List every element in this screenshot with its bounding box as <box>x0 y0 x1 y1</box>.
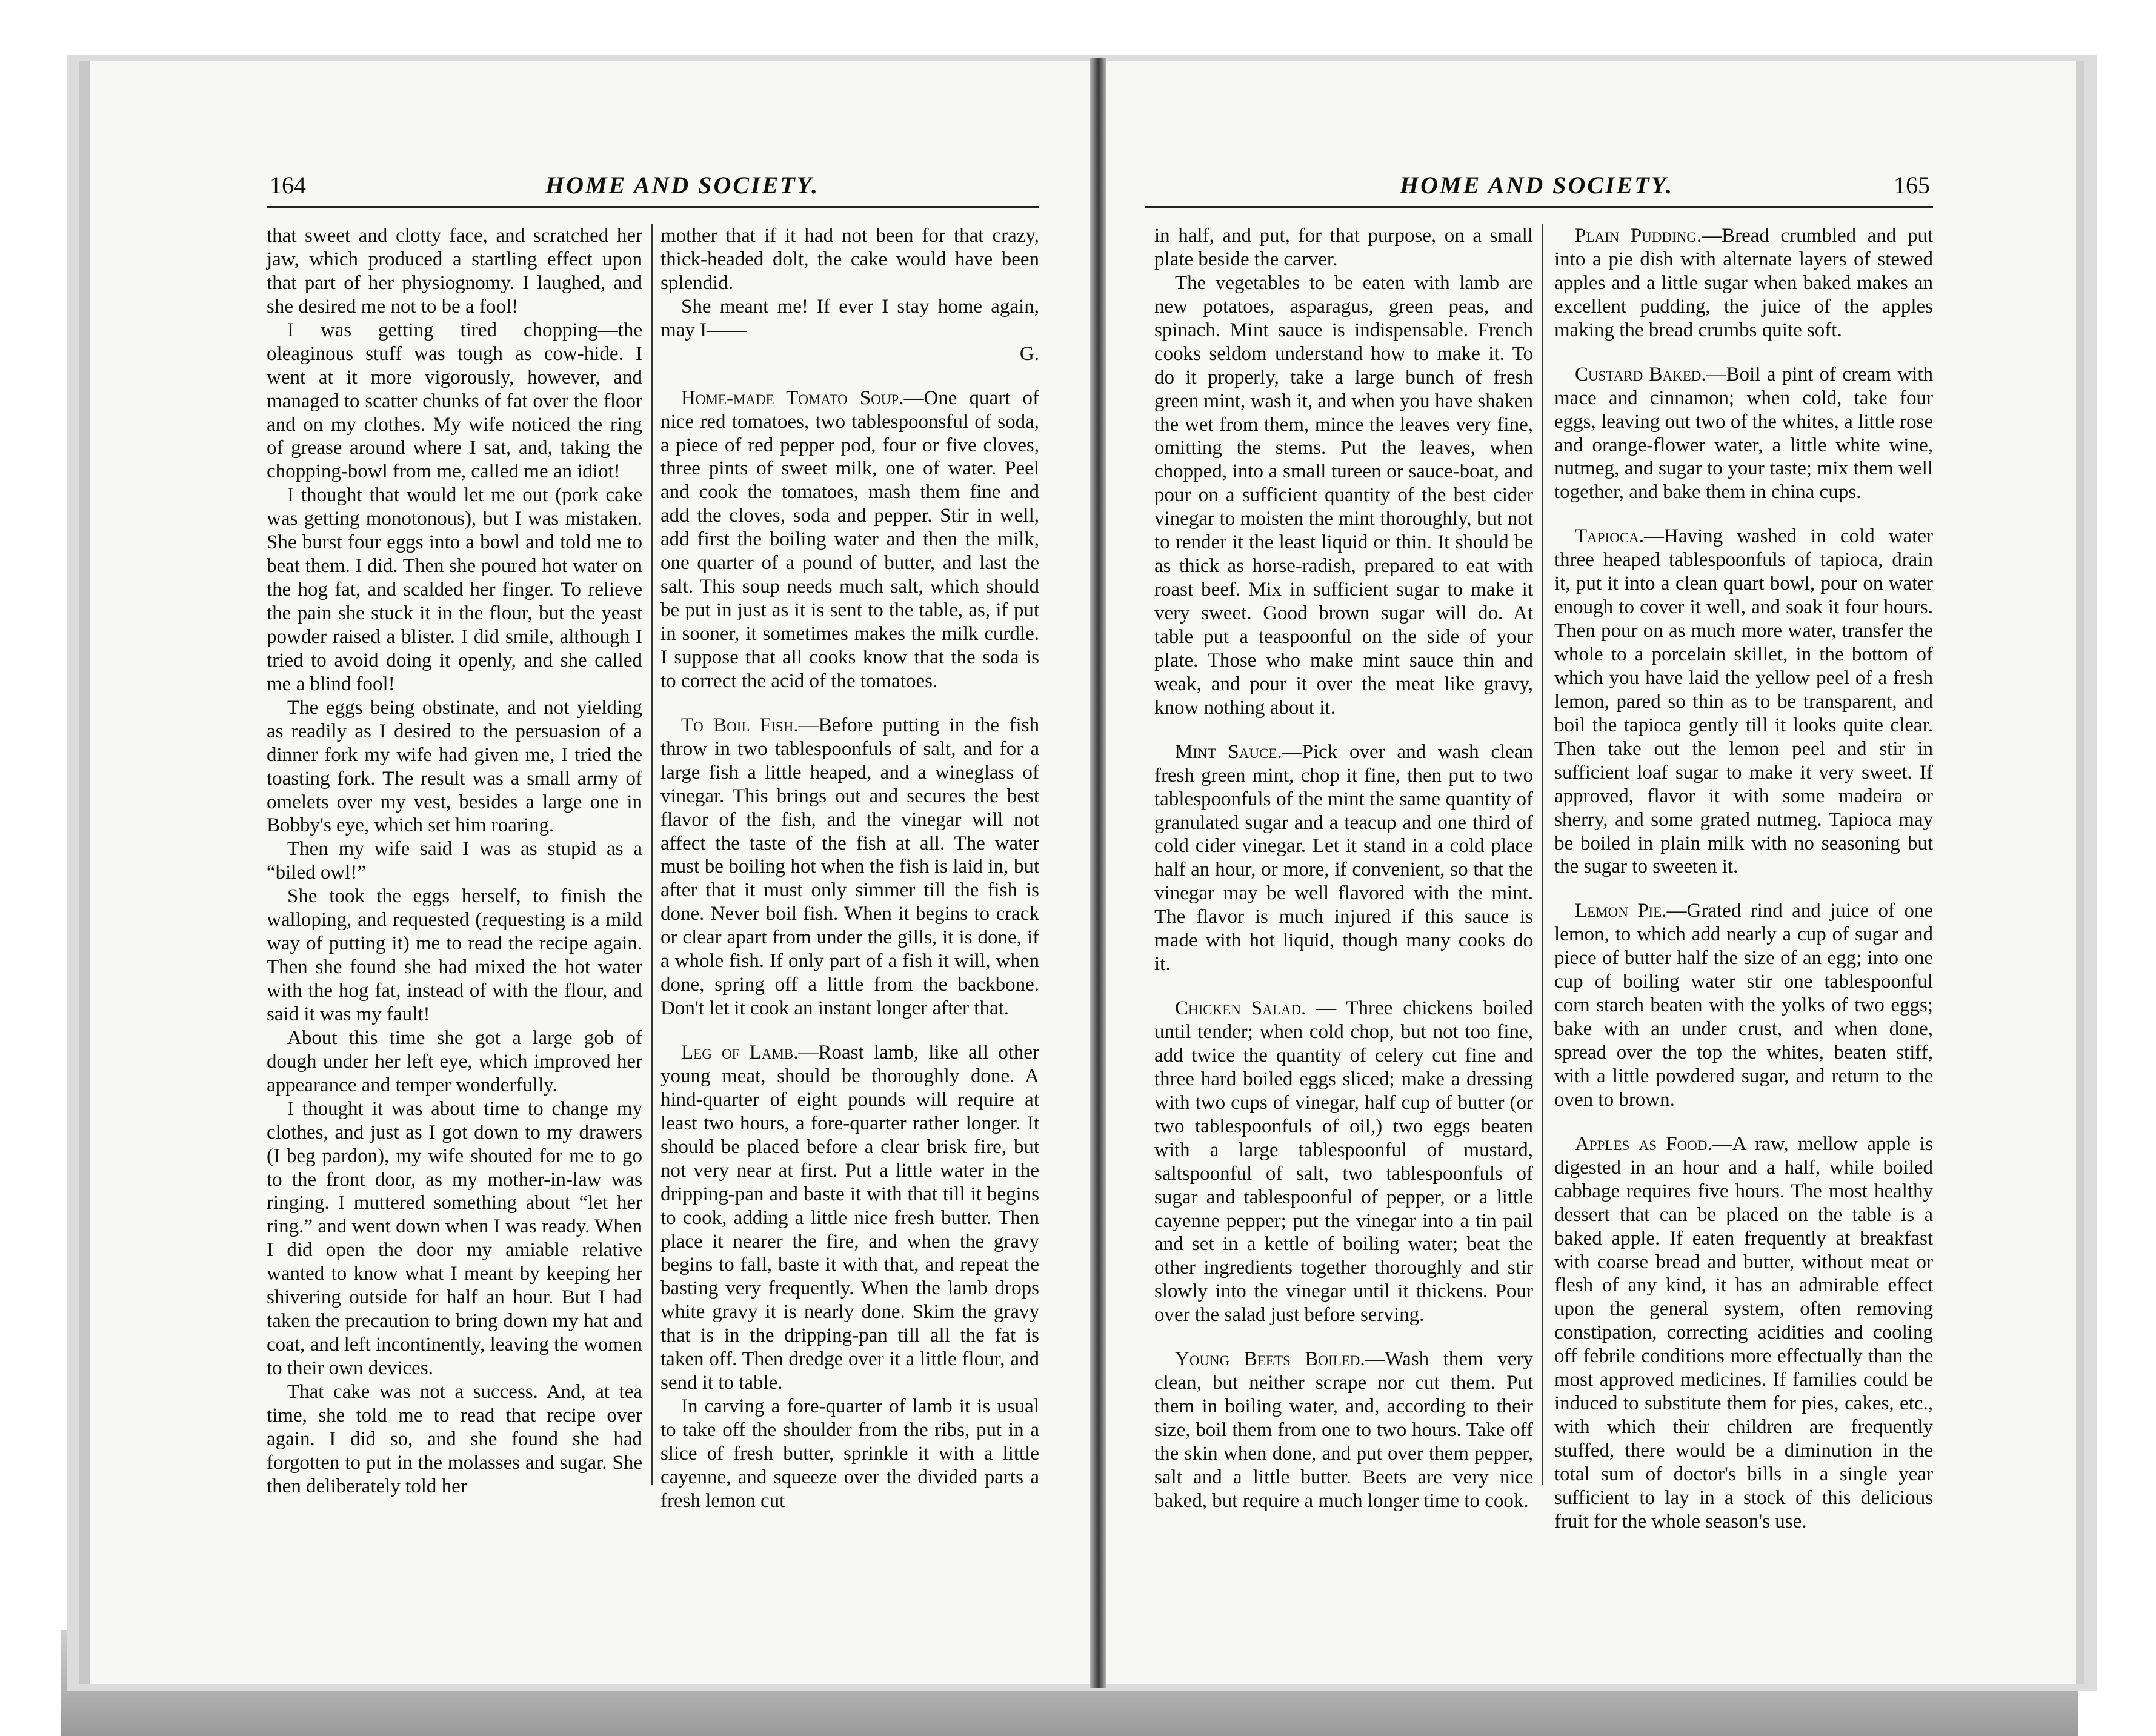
recipe-text: —Grated rind and juice of one lemon, to which add nearly a cup of sugar and piece of butter half the size of an egg; into one cup of boiling water stir one tablespoonful corn starch beaten with the yolks of two eggs; bake with an under crust, and when done, spread over the top the whites, beaten stiff, with a little powdered sugar, and return to the oven to brown. <box>1554 900 1933 1111</box>
recipe-title: To Boil Fish. <box>681 714 799 736</box>
paragraph-text: in half, and put, for that purpose, on a small plate beside the carver. <box>1154 225 1533 270</box>
recipe-text: —A raw, mellow apple is digested in an hour and a half, while boiled cabbage requires five hours. The most healthy dessert that can be placed on the table is a baked apple. If eaten frequently at breakfast with coarse bread and butter, without meat or flesh of any kind, it has an admirable effect upon the general system, often removing constipation, correcting acidities and cooling off febrile conditions more effectually than the most approved medicines. If families could be induced to substitute them for pies, cakes, etc., with which their children are frequently stuffed, there would be a diminution in the total sum of doctor's bills in a single year sufficient to lay in a stock of this delicious fruit for the whole season's use. <box>1554 1132 1934 1532</box>
paragraph: I thought it was about time to change my clothes, and just as I got down to my drawers (I beg pardon), my wife shouted for me to go to the front door, as my mother-in-law was ringing. I muttered something about “let her ring.” and went down when I was ready. When I did open the door my amiable relative wanted to know what I meant by keeping her shivering outside for half an hour. But I had taken the precaution to bring down my hat and coat, and left incontinently, leaving the women to their own devices. <box>267 1097 642 1379</box>
recipe-title: Young Beets Boiled. <box>1175 1348 1365 1371</box>
recipe-entry <box>1154 997 1533 1327</box>
paragraph <box>1154 271 1533 720</box>
recipe-text: —Bread crumbled and put into a pie dish with alternate layers of stewed apples and a little sugar when baked makes an excellent pudding, the juice of the apples making the bread crumbs quite soft. <box>1554 225 1933 341</box>
recipe-text: —Boil a pint of cream with mace and cinnamon; when cold, take four eggs, leaving out two of the whites, a little rose and orange-flower water, a little white wine, nutmeg, and sugar to your taste; mix them well together, and bake them in china cups. <box>1554 363 1933 504</box>
recipe-text: —Before putting in the fish throw in two tablespoonfuls of salt, and for a large fish a little heaped, and a wineglass of vinegar. This brings out and secures the best flavor of the fish, and the vinegar will not affect the taste of the fish at all. The water must be boiling hot when the fish is laid in, but after that it must only simmer till the fish is done. Never boil fish. When it begins to crack or clear apart from under the gills, it is done, if a whole fish. If only part of a fish it will, when done, spring off a little from the backbone. Don't let it cook an instant longer after that. <box>660 714 1039 1020</box>
recipe-entry <box>660 1041 1039 1395</box>
recipe-title: Lemon Pie. <box>1575 900 1667 922</box>
page-number-left: 164 <box>270 171 306 199</box>
running-head-left: HOME AND SOCIETY. <box>545 171 820 199</box>
paragraph: That cake was not a success. And, at tea time, she told me to read that recipe over again. I did so, and she found she had forgotten to put in the molasses and sugar. She then deliberately told her <box>267 1380 642 1497</box>
recipe-text: —Roast lamb, like all other young meat, should be thoroughly done. A hind-quarter of eight pounds will require at least two hours, a fore-quarter rather longer. It should be placed before a clear brisk fire, but not very near at first. Put a little water in the dripping-pan and baste it with that till it begins to cook, adding a little nice fresh butter. Then place it nearer the fire, and when the gravy begins to fall, baste it with that, and repeat the basting very frequently. When the lamb drops white gravy it is nearly done. Skim the gravy that is in the dripping-pan till all the fat is taken off. Then dredge over it a little flour, and send it to table. <box>660 1042 1039 1394</box>
recipe-title: Tapioca. <box>1575 525 1645 548</box>
page-number-right: 165 <box>1894 171 1930 199</box>
recipe-entry <box>1554 224 1933 342</box>
recipe-entry <box>1554 363 1933 505</box>
right-page-column-2 <box>1554 224 1934 1532</box>
recipe-entry <box>660 387 1039 693</box>
recipe-entry <box>660 714 1039 1020</box>
header-rule-right <box>1145 206 1933 208</box>
paragraph: that sweet and clotty face, and scratched her jaw, which produced a startling effect upon that part of her physiognomy. I laughed, and she desired me not to be a fool! <box>267 225 642 318</box>
column-divider-right <box>1542 224 1543 1485</box>
left-page-column-2 <box>660 224 1039 1512</box>
recipe-title: Chicken Salad. <box>1175 997 1306 1020</box>
recipe-text: — Three chickens boiled until tender; when cold chop, but not too fine, add twice the quantity of celery cut fine and three hard boiled eggs sliced; make a dressing with two cups of vinegar, half cup of butter (or two tablespoonfuls of oil,) two eggs beaten with a large tablespoonful of mustard, saltspoonful of salt, two tablespoonfuls of sugar and tablespoonful of pepper, or a little cayenne pepper; put the vinegar into a tin pail and set in a kettle of boiling water; beat the other ingredients together thoroughly and stir slowly into the vinegar until it thickens. Pour over the salad just before serving. <box>1154 997 1534 1326</box>
recipe-title: Mint Sauce. <box>1175 740 1282 763</box>
paragraph-text: In carving a fore-quarter of lamb it is usual to take off the shoulder from the ribs, put in a slice of fresh butter, sprinkle it with a little cayenne, and squeeze over the divided parts a fresh lemon cut <box>660 1395 1039 1512</box>
column-divider-left <box>651 224 653 1485</box>
recipe-text: —Pick over and wash clean fresh green mint, chop it fine, then put to two tablespoonfuls of the mint the same quantity of granulated sugar and a teacup and one third of cold cider vinegar. Let it stand in a cold place half an hour, or more, if convenient, so that the vinegar may be well flavored with the mint. The flavor is much injured if this sauce is made with hot liquid, though many cooks do it. <box>1154 740 1533 976</box>
running-head-right: HOME AND SOCIETY. <box>1400 171 1674 199</box>
paragraph-continued <box>1154 224 1533 271</box>
recipe-title: Leg of Lamb. <box>681 1042 799 1063</box>
paragraph: Then my wife said I was as stupid as a “biled owl!” <box>267 838 642 884</box>
recipe-title: Apples as Food. <box>1575 1132 1712 1155</box>
recipe-entry <box>1154 1348 1533 1513</box>
recipe-entry <box>1154 740 1533 976</box>
paragraph: I was getting tired chopping—the oleaginous stuff was tough as cow-hide. I went at it more vigorously, however, and managed to scatter chunks of fat over the floor and on my clothes. My wife noticed the ring of grease around where I sat, and, taking the chopping-bowl from me, called me an idiot! <box>267 319 642 483</box>
paragraph-text: mother that if it had not been for that crazy, thick-headed dolt, the cake would have been splendid. <box>660 225 1039 294</box>
paragraph: I thought that would let me out (pork cake was getting monotonous), but I was mistaken. She burst four eggs into a bowl and told me to beat them. I did. Then she poured hot water on the hog fat, and scalded her finger. To relieve the pain she stuck it in the flour, but the yeast powder raised a blister. I did smile, although I tried to avoid doing it openly, and she called me a blind fool! <box>267 484 642 695</box>
recipe-entry <box>1554 525 1933 879</box>
paragraph-text: She meant me! If ever I stay home again, may I—— <box>660 295 1039 341</box>
paragraph <box>660 1395 1039 1513</box>
recipe-text: —One quart of nice red tomatoes, two tablespoonsful of soda, a piece of red pepper pod, four or five cloves, three pints of sweet milk, one of water. Peel and cook the tomatoes, mash them fine and add the cloves, soda and pepper. Stir in well, add first the boiling water and then the milk, one quarter of a pound of butter, and last the salt. This soup needs much salt, which should be put in just as it is sent to the table, as, if put in sooner, it sometimes makes the milk curdle. I suppose that all cooks know that the soda is to correct the acid of the tomatoes. <box>660 387 1039 692</box>
signature-text: G. <box>1019 342 1039 365</box>
paragraph: She took the eggs herself, to finish the walloping, and requested (requesting is a mild way of putting it) me to read the recipe again. Then she found she had mixed the hot water with the hog fat, instead of with the flour, and said it was my fault! <box>267 885 642 1025</box>
paragraph-continued <box>660 224 1039 295</box>
recipe-text: —Having washed in cold water three heaped tablespoonfuls of tapioca, drain it, put it into a clean quart bowl, pour on water enough to cover it well, and soak it four hours. Then pour on as much more water, transfer the whole to a porcelain skillet, in the bottom of which you have laid the yellow peel of a fresh lemon, pared so thin as to be transparent, and boil the tapioca gently till it looks quite clear. Then take out the lemon peel and stir in sufficient loaf sugar to make it very sweet. If approved, flavor it with some madeira or sherry, and some grated nutmeg. Tapioca may be boiled in plain milk with no seasoning but the sugar to sweeten it. <box>1554 525 1933 878</box>
recipe-entry <box>1554 1132 1933 1534</box>
recipe-title: Plain Pudding. <box>1575 225 1702 247</box>
signature <box>660 342 1039 366</box>
recipe-title: Custard Baked. <box>1575 363 1706 385</box>
recipe-entry <box>1554 899 1933 1111</box>
book-gutter <box>1090 58 1106 1688</box>
paragraph <box>660 295 1039 342</box>
right-page-column-1 <box>1154 224 1534 1512</box>
header-rule-left <box>267 206 1039 208</box>
paragraph: The eggs being obstinate, and not yielding as readily as I desired to the persuasion of a dinner fork my wife had given me, I tried the toasting fork. The result was a small army of omelets over my vest, besides a large one in Bobby's eye, which set him roaring. <box>267 696 642 837</box>
left-page-column-1 <box>267 224 642 1497</box>
recipe-text: —Wash them very clean, but neither scrape nor cut them. Put them in boiling water, and, according to their size, boil them from one to two hours. Take off the skin when done, and put over them pepper, salt and a little butter. Beets are very nice baked, but require a much longer time to cook. <box>1154 1348 1533 1512</box>
paragraph-text: The vegetables to be eaten with lamb are new potatoes, asparagus, green peas, and spinach. Mint sauce is indispensable. French cooks seldom understand how to make it. To do it properly, take a large bunch of fresh green mint, wash it, and when you have shaken the wet from them, mince the leaves very fine, omitting the stems. Put the leaves, when chopped, into a small tureen or sauce-boat, and pour on a sufficient quantity of the best cider vinegar to moisten the mint thoroughly, but not to render it the least liquid or thin. It should be as thick as horse-radish, prepared to eat with roast beef. Mix in sufficient sugar to make it very sweet. Good brown sugar will do. At table put a teaspoonful on the side of your plate. Those who make mint sauce thin and weak, and pour it over the meat like gravy, know nothing about it. <box>1154 271 1534 719</box>
paragraph: About this time she got a large gob of dough under her left eye, which improved her appearance and temper wonderfully. <box>267 1026 642 1096</box>
recipe-title: Home-made Tomato Soup. <box>681 387 904 409</box>
